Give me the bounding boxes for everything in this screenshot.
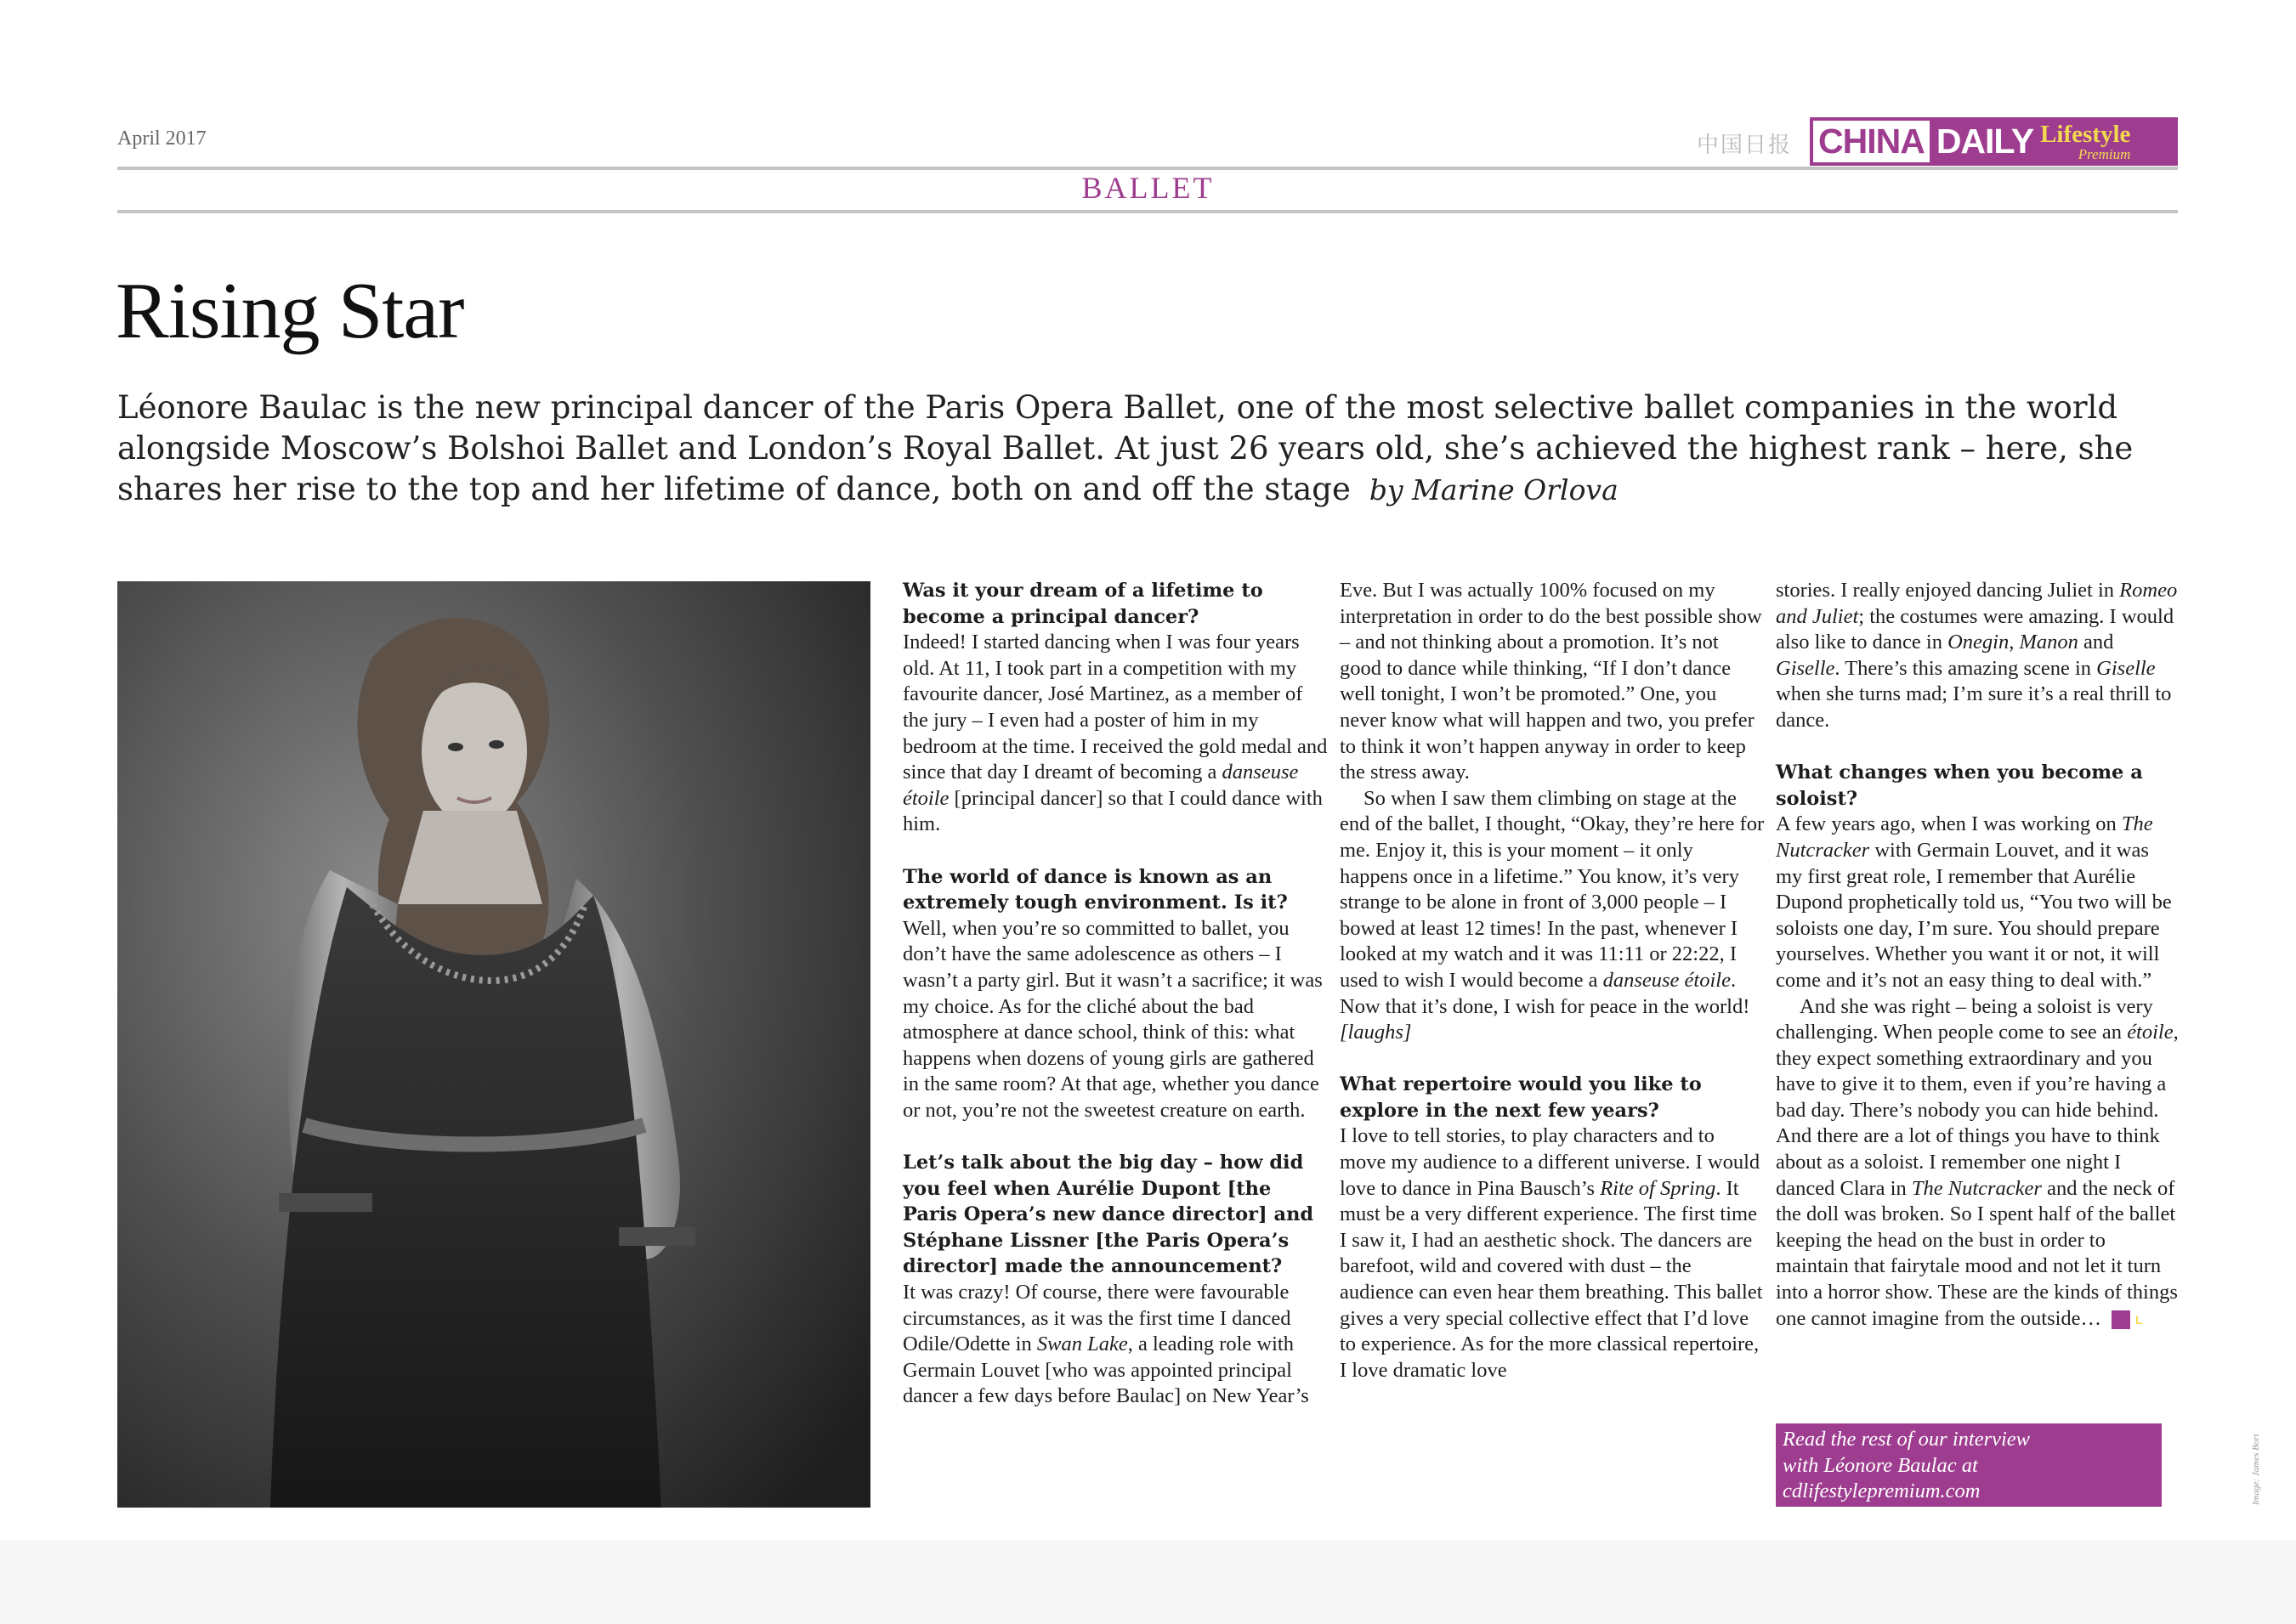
section-label: BALLET (1081, 171, 1215, 205)
standfirst-text: Léonore Baulac is the new principal dancer of the Paris Opera Ballet, one of the most selective ballet companies in the world alongside Moscow’s Bolshoi Ballet and London’s Royal Ballet. At just 26 years old, she’s achieved the highest rank – here, she shares her rise to the top and her lifetime of dance, both on and off the stage (117, 389, 2134, 507)
question-5: What changes when you become a soloist? (1776, 761, 2143, 810)
answer-3: It was crazy! Of course, there were favourable circumstances, as it was the first time I danced Odile/Odette in Swan Lake, a leading role with Germain Louvet [who was appointed principal dancer a few days before Baulac] on New Year’s (903, 1281, 1309, 1408)
answer-1: Indeed! I started dancing when I was four years old. At 11, I took part in a competition with my favourite dancer, José Martinez, as a member of the jury – I even had a poster of him in my bedroom at the time. I received the gold medal and since that day I dreamt of becoming a danseuse étoile [principal dancer] so that I could dance with him. (903, 631, 1328, 836)
promo-line-1: Read the rest of our interview (1783, 1428, 2030, 1451)
question-1: Was it your dream of a lifetime to become a principal dancer? (903, 580, 1263, 628)
byline: by Marine Orlova (1369, 473, 1619, 506)
web-promo-box[interactable] (1776, 1423, 2162, 1507)
answer-2: Well, when you’re so committed to ballet, you don’t have the same adolescence as others – I wasn’t a party girl. But it wasn’t a sacrifice; it was my choice. As for the cliché about the bad atmosphere at dance school, think of this: what happens when dozens of young girls are gathered in the same room? At that age, whether you dance or not, you’re not the sweetest creature on earth. (903, 916, 1323, 1122)
paragraph-soloist: And she was right – being a soloist is very challenging. When people come to see an étoile, they expect something extraordinary and you have to give it to them, even if you’re having a bad day. There’s nobody you can hide behind. And there are a lot of things you have to think about as a soloist. I remember one night I danced Clara in The Nutcracker and the neck of the doll was broken. So I spent half of the ballet keeping the head on the bust in order to maintain that fairytale mood and not let it turn into a horror show. These are the kinds of things one cannot imagine from the outside… L (1776, 994, 2179, 1330)
logo-premium-text: Premium (2078, 146, 2131, 162)
logo-daily-text: DAILY (1936, 122, 2034, 161)
article-column-1 (903, 578, 1328, 1410)
logo-lifestyle-text: Lifestyle (2040, 121, 2131, 148)
section-rule (117, 210, 2178, 213)
logo-china-text: CHINA (1813, 121, 1930, 162)
question-2: The world of dance is known as an extremely tough environment. Is it? (903, 865, 1288, 914)
footer-band (0, 1540, 2296, 1624)
answer-4: I love to tell stories, to play characters and to move my audience to a different universe. I would love to dance in Pina Bausch’s Rite of Spring. It must be a very different experience. The first time I saw it, I had an aesthetic shock. The dancers are barefoot, wild and covered with dust – the audience can even hear them breathing. This ballet gives a very special collective effect that I’d love to experience. As for the more classical repertoire, I love dramatic love (1340, 1124, 1763, 1382)
portrait-photo-icon (117, 581, 870, 1508)
article-title: Rising Star (116, 267, 464, 355)
question-4: What repertoire would you like to explore in the next few years? (1340, 1073, 1702, 1122)
end-of-article-icon: L (2112, 1310, 2130, 1329)
paragraph-climbing: So when I saw them climbing on stage at the end of the ballet, I thought, “Okay, they’re here for me. Enjoy it, this is your moment – it only happens once in a lifetime.” You know, it’s very strange to be alone in front of 3,000 people – I bowed at least 12 times! In the past, whenever I looked at my watch and it was 11:11 or 22:22, I used to wish I would become a danseuse étoile. Now that it’s done, I wish for peace in the world! [laughs] (1340, 786, 1765, 1044)
article-column-2 (1340, 578, 1765, 1384)
image-credit: Image: James Bort (2251, 1434, 2261, 1505)
promo-line-2: with Léonore Baulac at (1783, 1453, 1978, 1477)
article-column-3 (1776, 578, 2180, 1332)
answer-5: A few years ago, when I was working on The Nutcracker with Germain Louvet, and it was my first great role, I remember that Aurélie Dupond prophetically told us, “You two will be soloists one day, I’m sure. You should prepare yourselves. Whether you want it or not, it will come and it’s not an easy thing to deal with.” (1776, 812, 2172, 992)
promo-url-link[interactable]: cdlifestylepremium.com (1783, 1480, 1981, 1503)
dancer-portrait-photo (117, 581, 870, 1508)
china-daily-logo (1810, 117, 2178, 166)
paragraph-stories: stories. I really enjoyed dancing Juliet in Romeo and Juliet; the costumes were amazing. I would also like to dance in Onegin, Manon and Giselle. There’s this amazing scene in Giselle when she turns mad; I’m sure it’s a real thrill to dance. (1776, 579, 2178, 732)
question-3: Let’s talk about the big day – how did you feel when Aurélie Dupont [the Paris Opera’s new dance director] and Stéphane Lissner [the Paris Opera’s director] made the announcement? (903, 1152, 1314, 1278)
standfirst (117, 388, 2191, 511)
issue-date: April 2017 (117, 127, 207, 150)
chinese-masthead-mark: 中国日报 (1697, 133, 1793, 158)
paragraph-continued: Eve. But I was actually 100% focused on my interpretation in order to do the best possible show – and not thinking about a promotion. It’s not good to dance while thinking, “If I don’t dance well tonight, I won’t be promoted.” One, you never know what will happen and two, you prefer to think it won’t happen anyway in order to keep the stress away. (1340, 579, 1762, 784)
